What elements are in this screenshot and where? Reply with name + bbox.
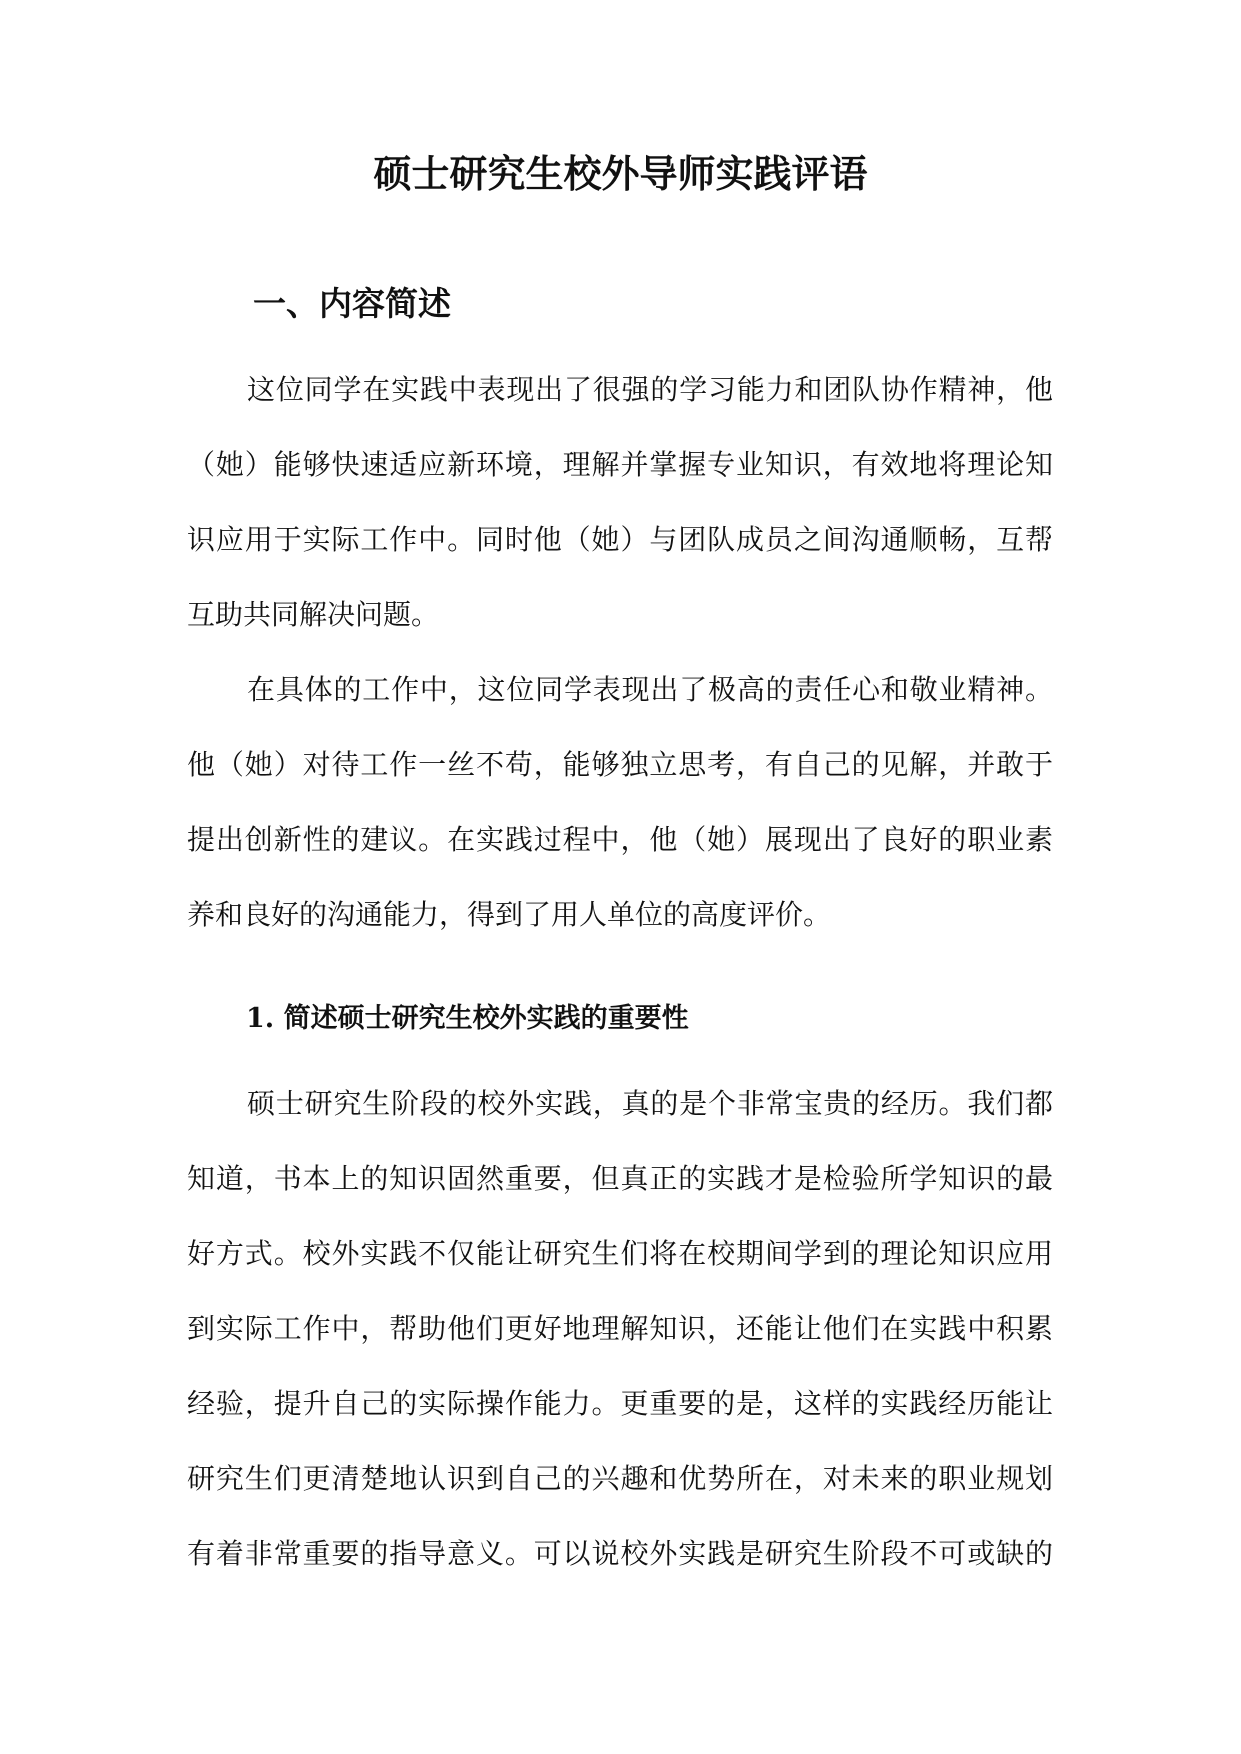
paragraph-line: 研究生们更清楚地认识到自己的兴趣和优势所在，对未来的职业规划 (187, 1462, 1053, 1495)
paragraph-line: 养和良好的沟通能力，得到了用人单位的高度评价。 (187, 898, 832, 931)
paragraph-line: 在具体的工作中，这位同学表现出了极高的责任心和敬业精神。 (247, 673, 1053, 706)
paragraph-line: 互助共同解决问题。 (187, 598, 440, 631)
subsection-heading-importance: 1. 简述硕士研究生校外实践的重要性 (246, 1003, 689, 1034)
paragraph-line: 有着非常重要的指导意义。可以说校外实践是研究生阶段不可或缺的 (187, 1537, 1053, 1570)
paragraph-practice-importance (187, 1066, 1053, 1591)
paragraph-line: 硕士研究生阶段的校外实践，真的是个非常宝贵的经历。我们都 (247, 1087, 1053, 1120)
paragraph-line: 到实际工作中，帮助他们更好地理解知识，还能让他们在实践中积累 (187, 1312, 1053, 1345)
paragraph-line: 他（她）对待工作一丝不苟，能够独立思考，有自己的见解，并敢于 (187, 748, 1053, 781)
paragraph-line: 经验，提升自己的实际操作能力。更重要的是，这样的实践经历能让 (187, 1387, 1053, 1420)
paragraph-responsibility (187, 652, 1053, 952)
paragraph-learning-ability (187, 352, 1053, 652)
document-title: 硕士研究生校外导师实践评语 (373, 151, 868, 196)
paragraph-line: 这位同学在实践中表现出了很强的学习能力和团队协作精神，他 (247, 373, 1053, 406)
paragraph-line: （她）能够快速适应新环境，理解并掌握专业知识，有效地将理论知 (187, 448, 1053, 481)
paragraph-line: 知道，书本上的知识固然重要，但真正的实践才是检验所学知识的最 (187, 1162, 1053, 1195)
paragraph-line: 识应用于实际工作中。同时他（她）与团队成员之间沟通顺畅，互帮 (187, 523, 1053, 556)
section-heading-content-summary: 一、内容简述 (253, 284, 451, 323)
paragraph-line: 好方式。校外实践不仅能让研究生们将在校期间学到的理论知识应用 (187, 1237, 1053, 1270)
paragraph-line: 提出创新性的建议。在实践过程中，他（她）展现出了良好的职业素 (187, 823, 1053, 856)
